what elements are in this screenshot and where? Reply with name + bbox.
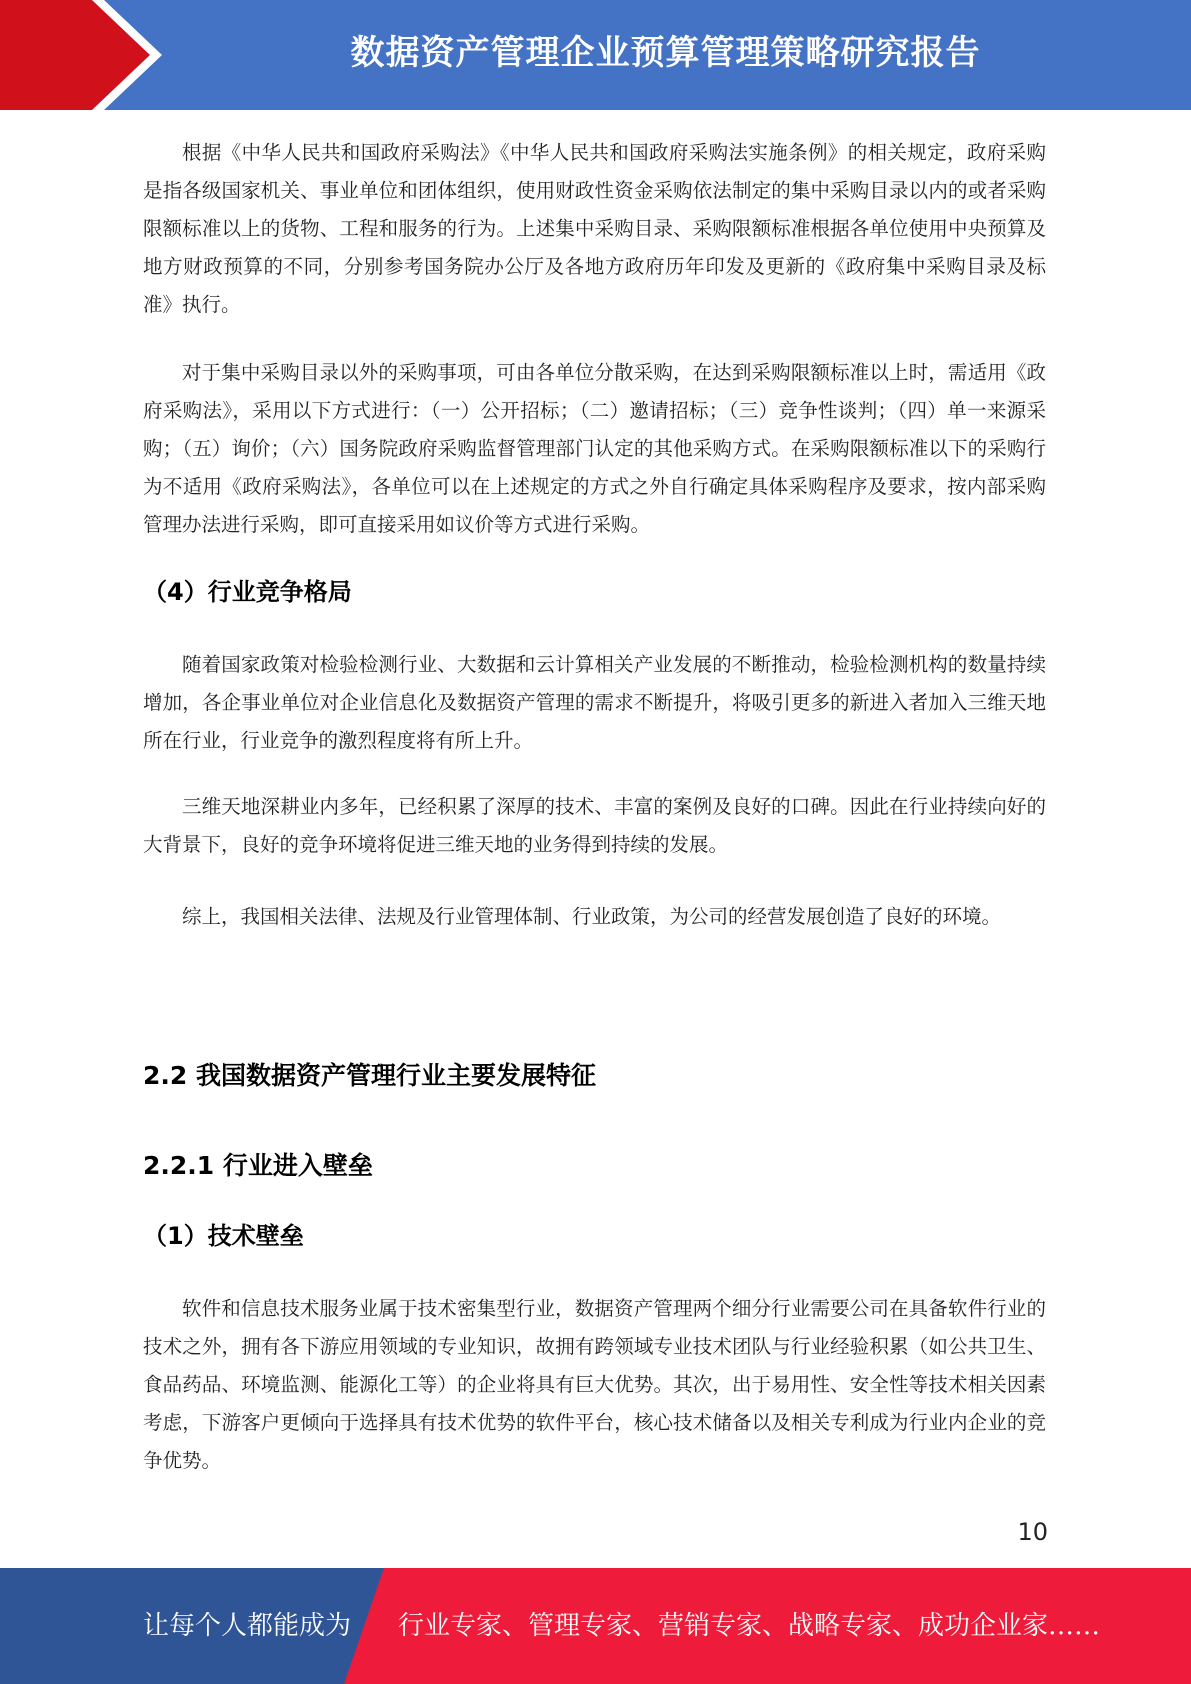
paragraph-competition-trend: 随着国家政策对检验检测行业、大数据和云计算相关产业发展的不断推动，检验检测机构的数量持续增加，各企事业单位对企业信息化及数据资产管理的需求不断提升，将吸引更多的新进入者加入三维天地所在行业，行业竞争的激烈程度将有所上升。	[143, 653, 1046, 752]
header-red-arrow	[0, 0, 150, 110]
document-title: 数据资产管理企业预算管理策略研究报告	[350, 33, 981, 73]
footer-slogan-left: 让每个人都能成为	[143, 1611, 352, 1641]
heading-section-2-2-1: 2.2.1 行业进入壁垒	[143, 1151, 373, 1180]
paragraph-procurement-law: 根据《中华人民共和国政府采购法》《中华人民共和国政府采购法实施条例》的相关规定，政府采购是指各级国家机关、事业单位和团体组织，使用财政性资金采购依法制定的集中采购目录以内的或者采购限额标准以上的货物、工程和服务的行为。上述集中采购目录、采购限额标准根据各单位使用中央预算及地方财政预算的不同，分别参考国务院办公厅及各地方政府历年印发及更新的《政府集中采购目录及标准》执行。	[143, 141, 1046, 316]
footer-banner	[0, 1568, 1191, 1684]
paragraph-summary: 综上，我国相关法律、法规及行业管理体制、行业政策，为公司的经营发展创造了良好的环境。	[182, 905, 1002, 928]
paragraph-procurement-methods: 对于集中采购目录以外的采购事项，可由各单位分散采购，在达到采购限额标准以上时，需适用《政府采购法》，采用以下方式进行：（一）公开招标；（二）邀请招标；（三）竞争性谈判；（四）单一来源采购；（五）询价；（六）国务院政府采购监督管理部门认定的其他采购方式。在采购限额标准以下的采购行为不适用《政府采购法》，各单位可以在上述规定的方式之外自行确定具体采购程序及要求，按内部采购管理办法进行采购，即可直接采用如议价等方式进行采购。	[143, 361, 1046, 536]
heading-tech-barrier: （1）技术壁垒	[143, 1222, 304, 1250]
heading-industry-competition: （4）行业竞争格局	[143, 578, 352, 606]
paragraph-tech-barrier: 软件和信息技术服务业属于技术密集型行业，数据资产管理两个细分行业需要公司在具备软件行业的技术之外，拥有各下游应用领域的专业知识，故拥有跨领域专业技术团队与行业经验积累（如公共卫生、食品药品、环境监测、能源化工等）的企业将具有巨大优势。其次，出于易用性、安全性等技术相关因素考虑，下游客户更倾向于选择具有技术优势的软件平台，核心技术储备以及相关专利成为行业内企业的竞争优势。	[143, 1297, 1046, 1472]
header-banner	[0, 0, 1191, 110]
page-number: 10	[1017, 1518, 1048, 1546]
paragraph-company-advantage: 三维天地深耕业内多年，已经积累了深厚的技术、丰富的案例及良好的口碑。因此在行业持续向好的大背景下，良好的竞争环境将促进三维天地的业务得到持续的发展。	[143, 795, 1046, 856]
footer-slogan-right: 行业专家、管理专家、营销专家、战略专家、成功企业家……	[398, 1611, 1101, 1641]
heading-section-2-2: 2.2 我国数据资产管理行业主要发展特征	[143, 1061, 596, 1090]
